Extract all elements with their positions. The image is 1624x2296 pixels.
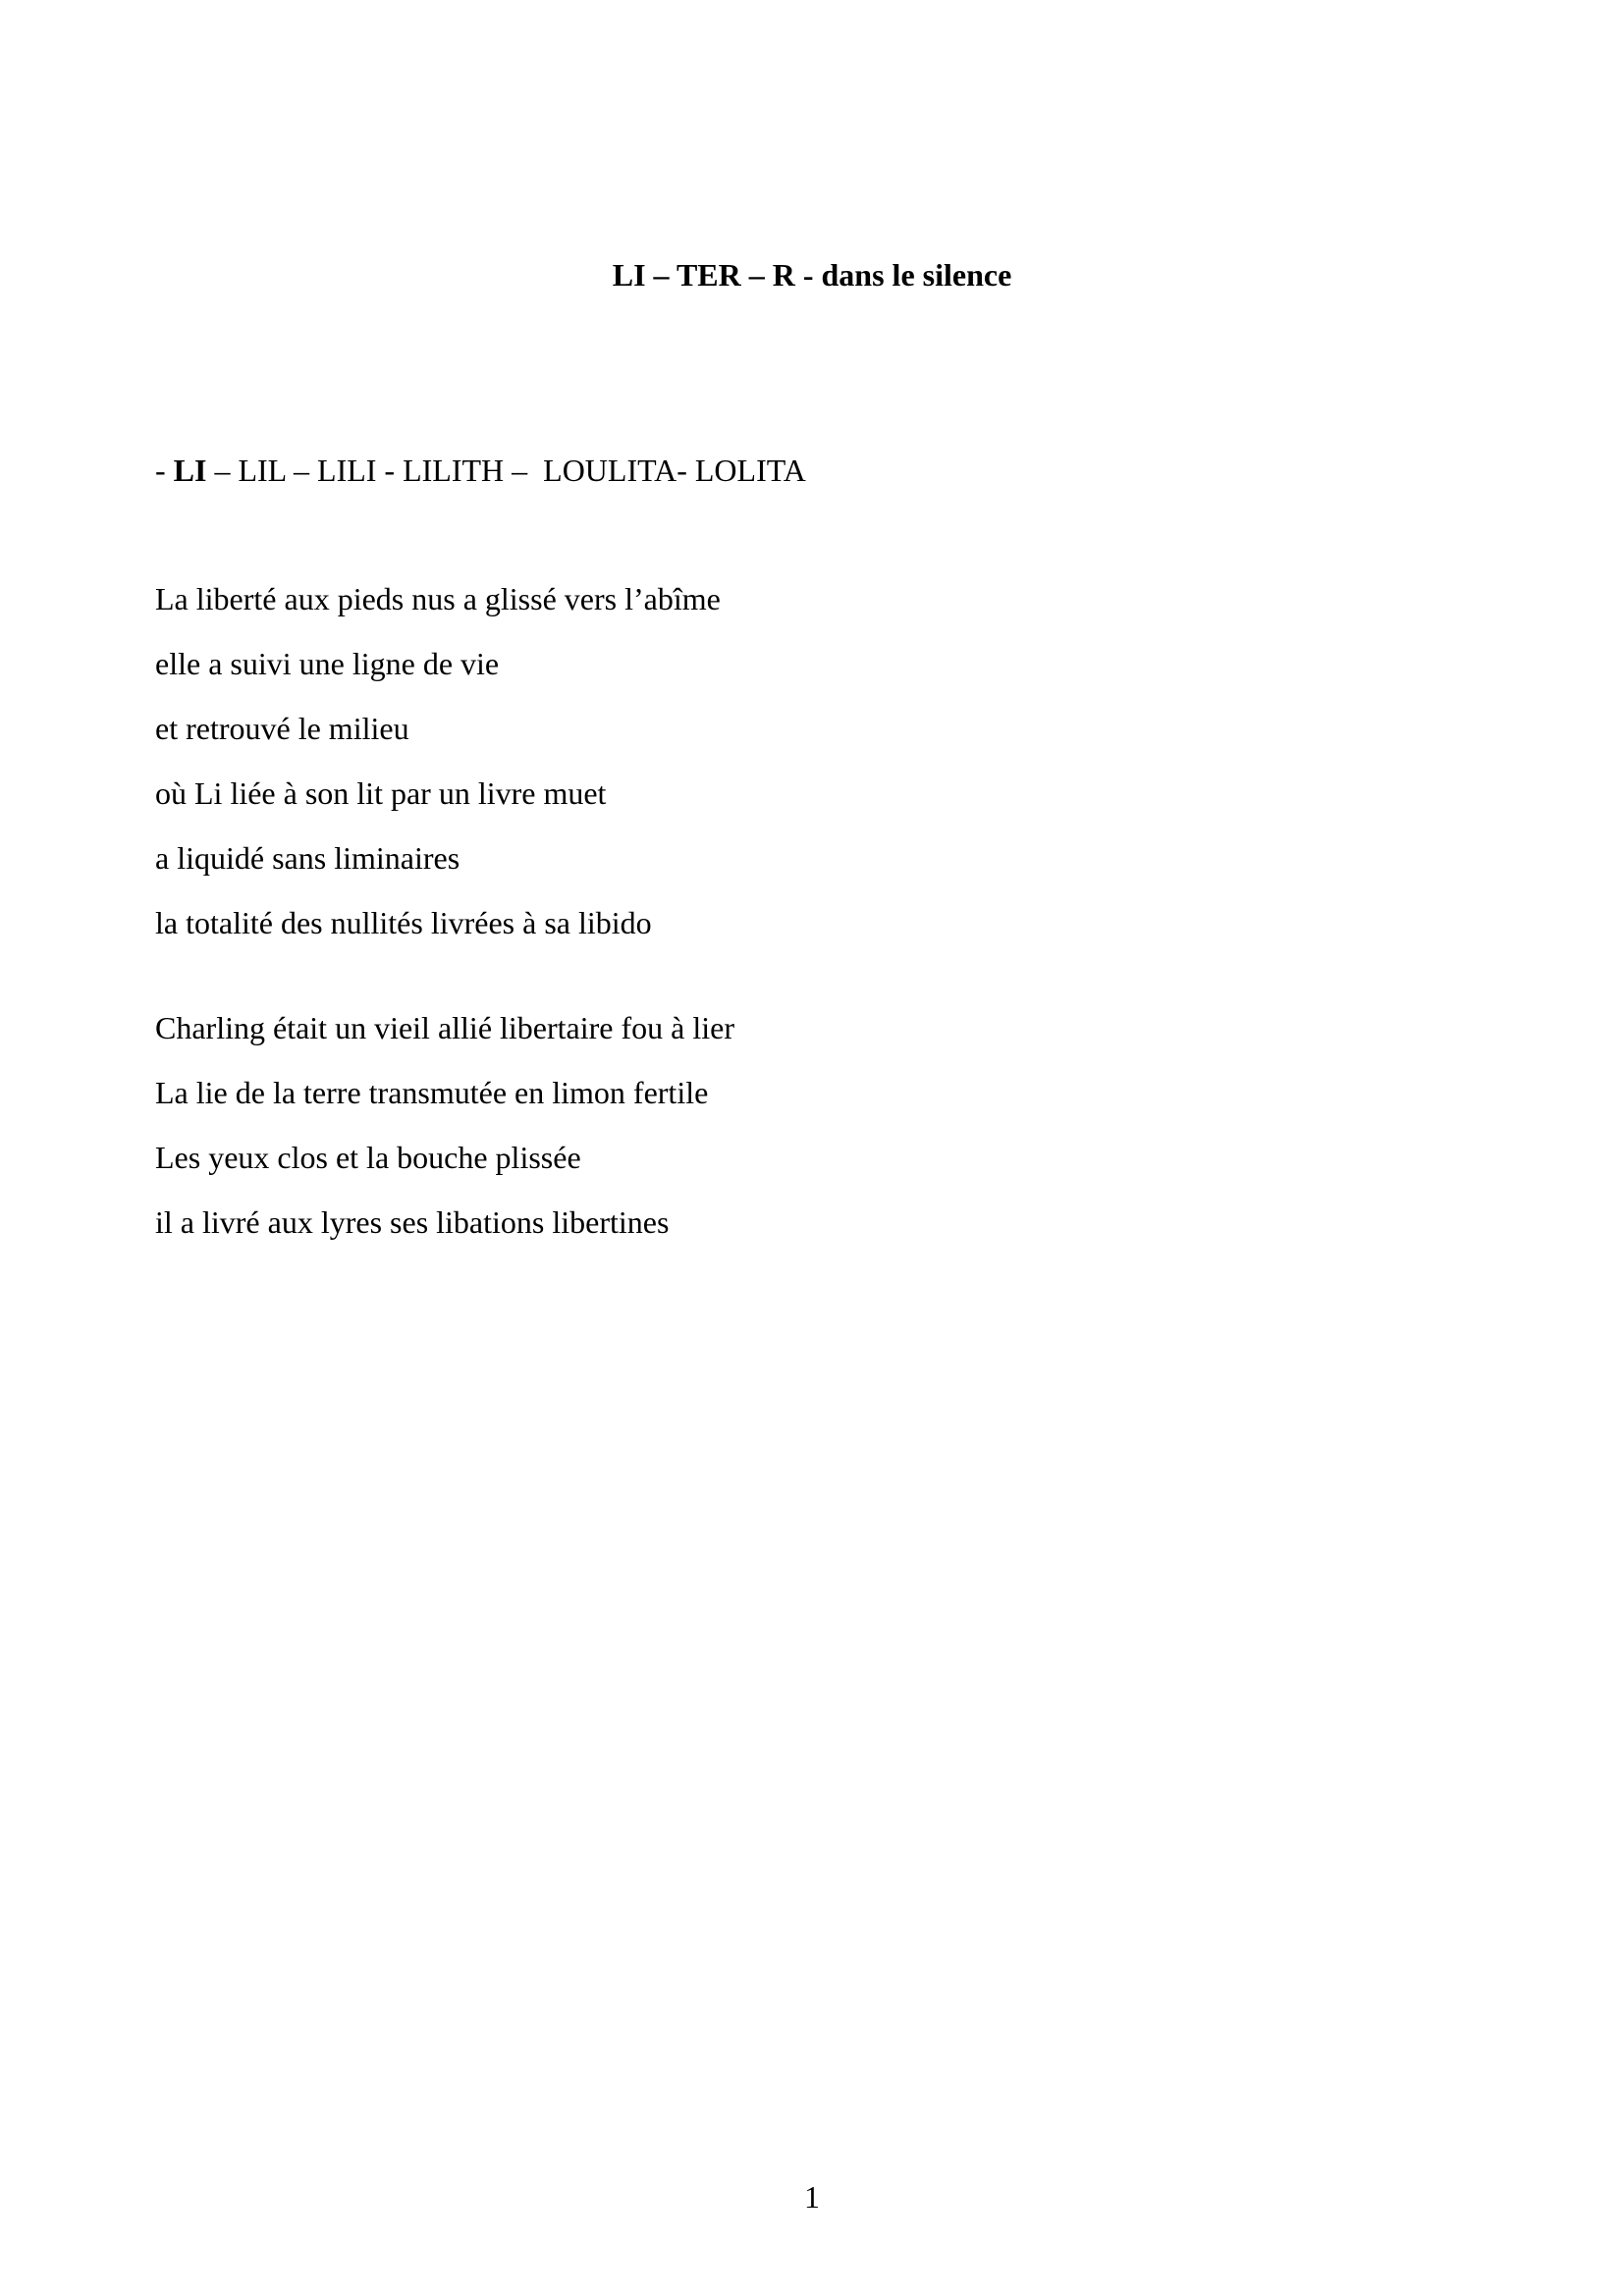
verse-line: elle a suivi une ligne de vie	[155, 646, 500, 681]
subtitle-bold-li: LI	[173, 453, 207, 488]
verse-line: a liquidé sans liminaires	[155, 840, 460, 876]
page-number: 1	[804, 2179, 820, 2215]
verse-line: la totalité des nullités livrées à sa libido	[155, 905, 652, 940]
verse-line: Charling était un vieil allié libertaire fou à lier	[155, 1010, 734, 1045]
verse-line: La lie de la terre transmutée en limon fertile	[155, 1075, 709, 1110]
poem-subtitle	[155, 451, 806, 490]
stanza-2	[155, 1008, 734, 1267]
verse-line: où Li liée à son lit par un livre muet	[155, 775, 607, 811]
verse-line: La liberté aux pieds nus a glissé vers l’abîme	[155, 581, 721, 616]
subtitle-lead-dash: -	[155, 453, 174, 488]
verse-line: il a livré aux lyres ses libations libertines	[155, 1204, 670, 1240]
poem-title: LI – TER – R - dans le silence	[612, 257, 1012, 293]
subtitle-rest: – LIL – LILI - LILITH – LOULITA- LOLITA	[206, 453, 806, 488]
verse-line: et retrouvé le milieu	[155, 711, 409, 746]
verse-line: Les yeux clos et la bouche plissée	[155, 1140, 581, 1175]
stanza-1	[155, 579, 721, 968]
